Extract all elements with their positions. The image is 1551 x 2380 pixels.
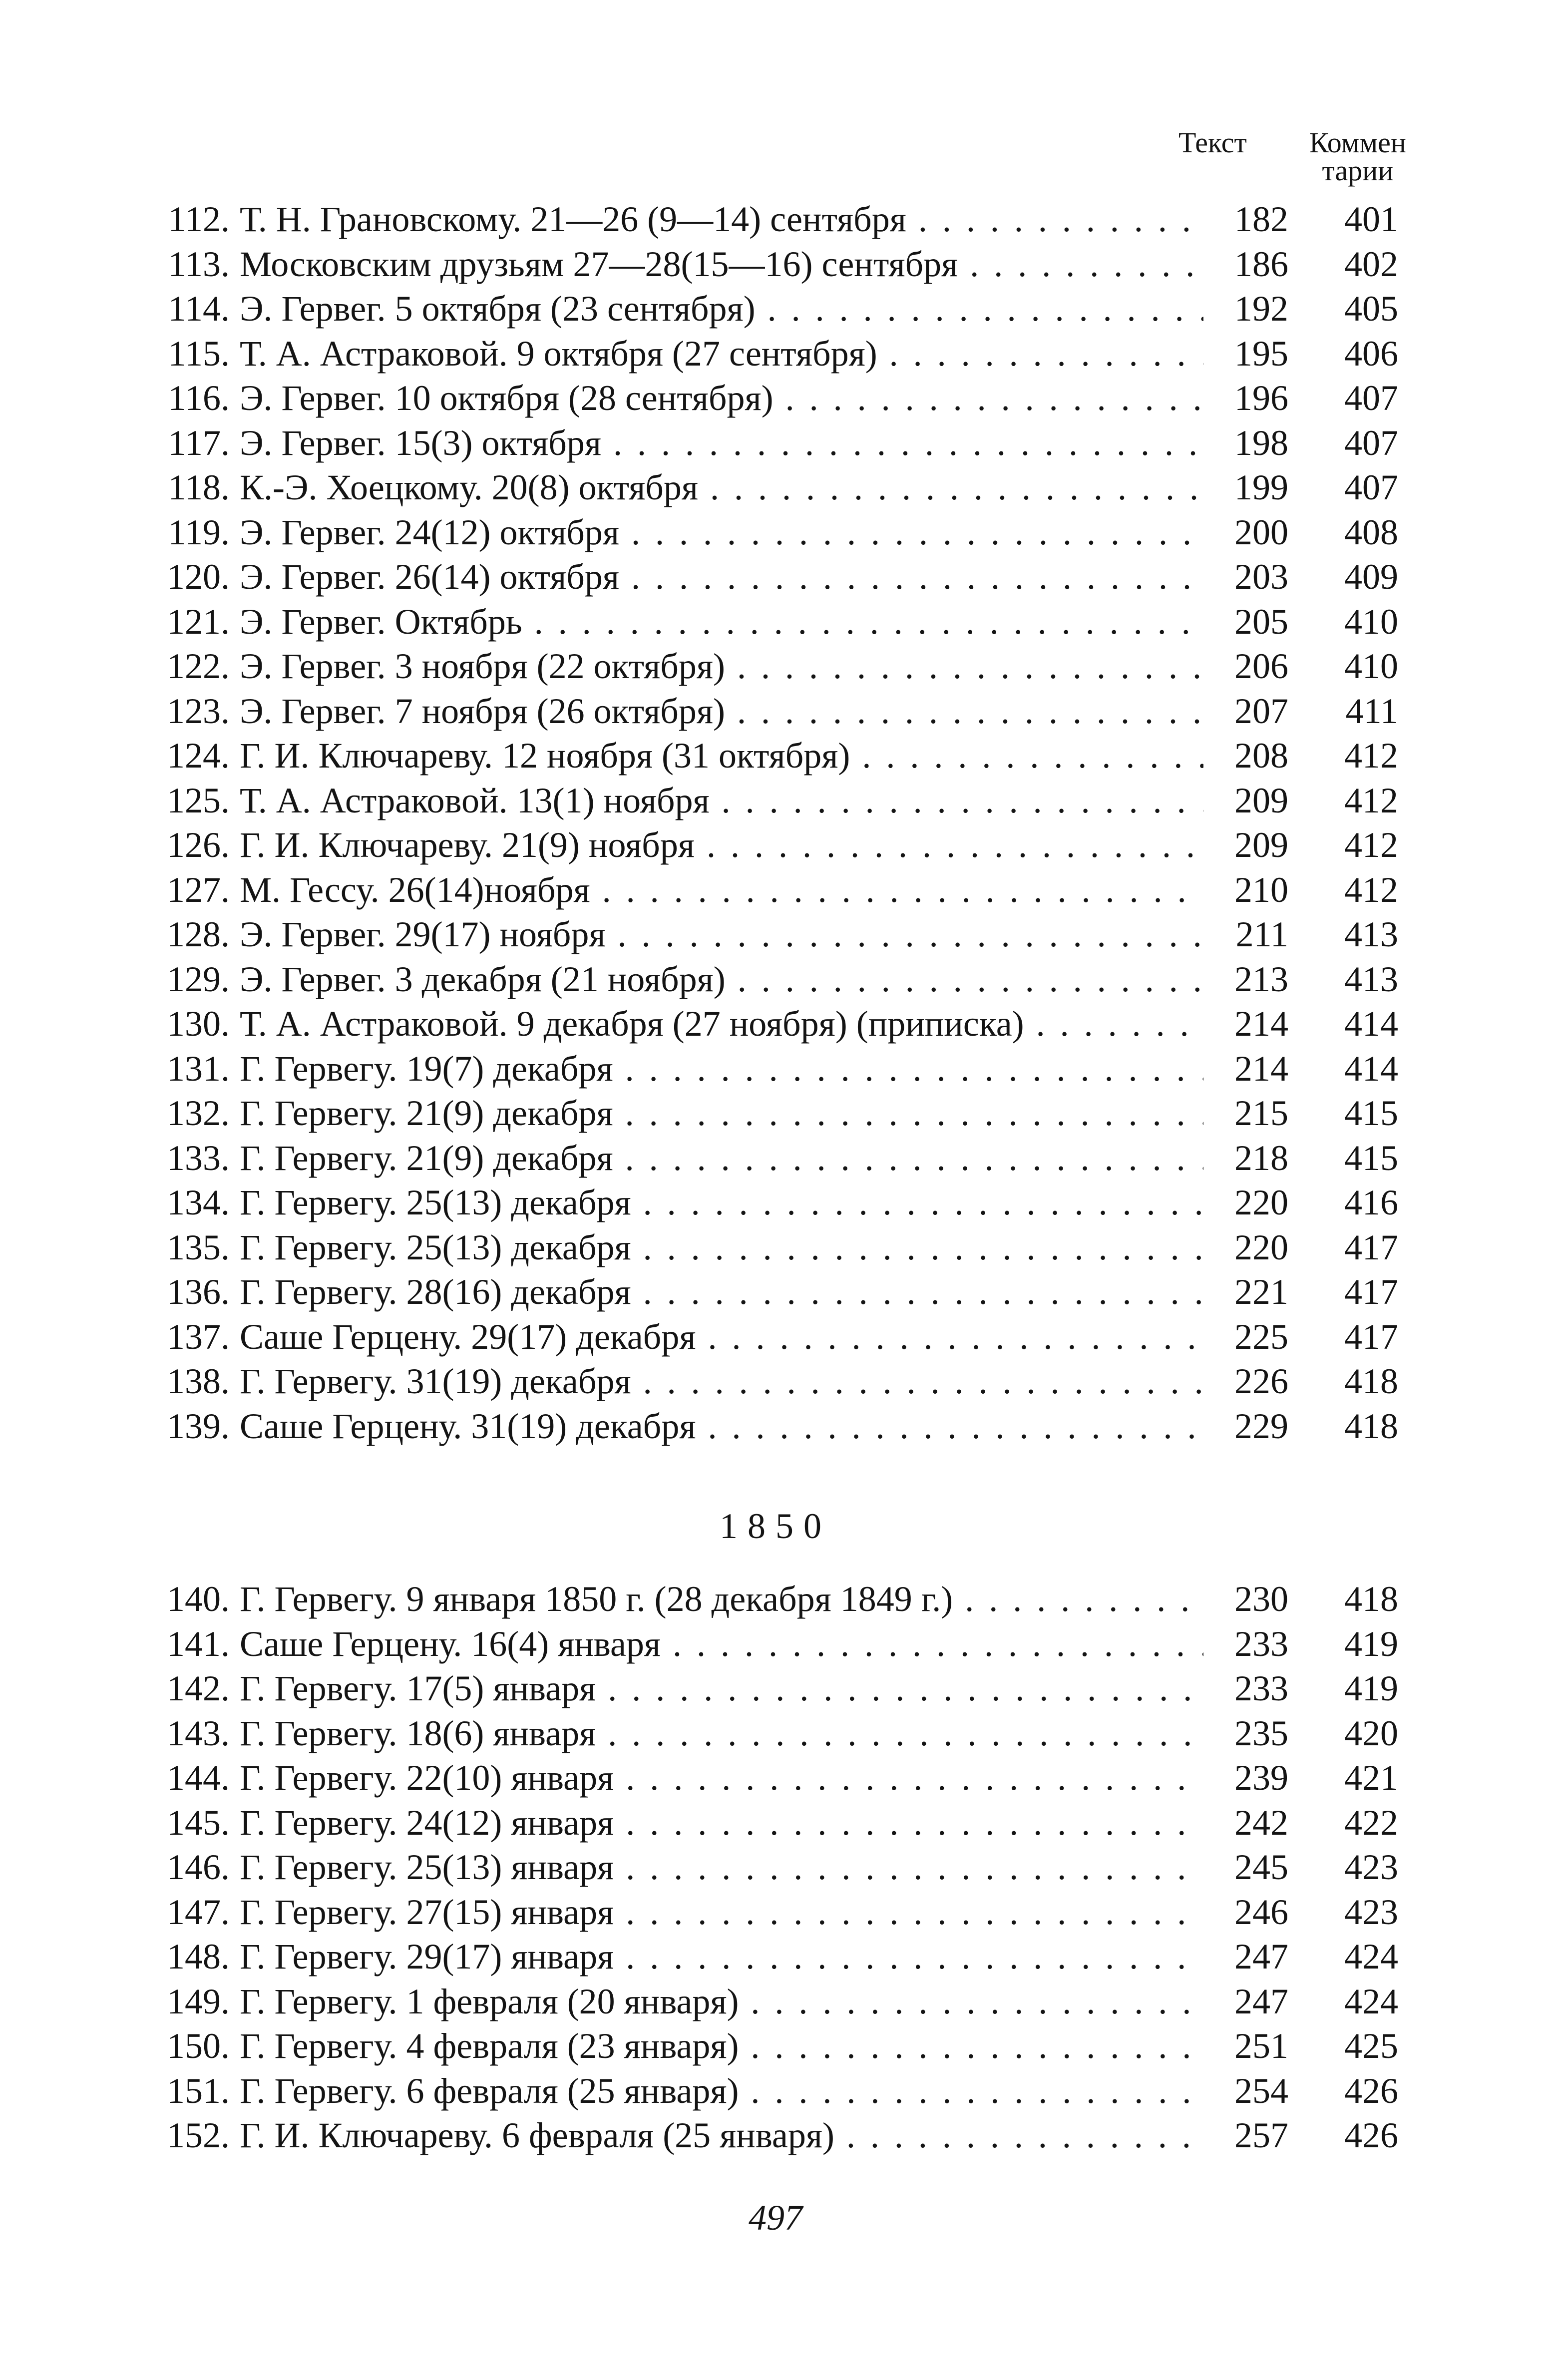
toc-row-text-page: 196 bbox=[1203, 376, 1288, 421]
toc-row-text-page: 220 bbox=[1203, 1225, 1288, 1270]
toc-row-text-page: 220 bbox=[1203, 1181, 1288, 1225]
toc-row-number: 125. bbox=[167, 780, 230, 820]
toc-row-number: 149. bbox=[167, 1981, 230, 2021]
toc-row-entry: Г. Гервегу. 28(16) декабря . . . bbox=[240, 1270, 1273, 1315]
toc-row-comment-page: 412 bbox=[1344, 869, 1398, 910]
toc-row bbox=[155, 510, 1403, 555]
toc-row-text-page: 247 bbox=[1203, 1980, 1288, 2024]
toc-row-text-page: 254 bbox=[1203, 2069, 1288, 2114]
toc-row-entry: Э. Гервег. 7 ноября (26 октября) . . . bbox=[240, 689, 1273, 734]
toc-row-number: 131. bbox=[167, 1048, 230, 1089]
toc-row-comment-page: 409 bbox=[1344, 557, 1398, 597]
toc-row bbox=[155, 912, 1403, 957]
toc-row-text-page: 239 bbox=[1203, 1756, 1288, 1801]
toc-row-comment-page: 420 bbox=[1344, 1713, 1398, 1753]
toc-row bbox=[155, 1091, 1403, 1136]
toc-row-number: 147. bbox=[167, 1892, 230, 1932]
column-header-comments bbox=[1309, 126, 1406, 187]
toc-row-comment-page: 410 bbox=[1344, 601, 1398, 642]
toc-row-entry: Э. Гервег. 24(12) октября . . . bbox=[240, 510, 1273, 555]
toc-row bbox=[155, 644, 1403, 689]
toc-row-comment-page: 417 bbox=[1344, 1316, 1398, 1357]
toc-row-text-page: 214 bbox=[1203, 1002, 1288, 1047]
column-header-comments-line1: Коммен bbox=[1309, 126, 1406, 159]
toc-row-number: 128. bbox=[167, 914, 230, 954]
toc-row bbox=[155, 1577, 1403, 1622]
toc-row-text-page: 247 bbox=[1203, 1935, 1288, 1980]
toc-row-text-page: 198 bbox=[1203, 421, 1288, 466]
toc-row-entry: Э. Гервег. Октябрь . . . bbox=[240, 600, 1273, 645]
toc-row-comment-page: 406 bbox=[1344, 333, 1398, 374]
toc-row-comment-page: 415 bbox=[1344, 1138, 1398, 1178]
toc-row-entry: Саше Герцену. 16(4) января . . . bbox=[240, 1622, 1273, 1667]
toc-row-entry: Саше Герцену. 29(17) декабря . . . bbox=[240, 1315, 1273, 1360]
toc-row-entry: К.-Э. Хоецкому. 20(8) октября . . . bbox=[240, 465, 1273, 510]
toc-row-comment-page: 426 bbox=[1344, 2070, 1398, 2111]
toc-row-number: 118. bbox=[168, 467, 230, 507]
toc-row-comment-page: 426 bbox=[1344, 2115, 1398, 2155]
toc-row-comment-page: 411 bbox=[1345, 691, 1398, 731]
toc-row-entry: Г. Гервегу. 24(12) января . . . bbox=[240, 1801, 1273, 1846]
toc-row-comment-page: 423 bbox=[1344, 1892, 1398, 1932]
toc-row-comment-page: 412 bbox=[1344, 825, 1398, 865]
toc-row-number: 117. bbox=[168, 422, 230, 463]
toc-row-number: 148. bbox=[167, 1937, 230, 1977]
toc-row bbox=[155, 600, 1403, 645]
toc-row bbox=[155, 197, 1403, 242]
toc-row-text-page: 233 bbox=[1203, 1622, 1288, 1667]
toc-row-text-page: 209 bbox=[1203, 779, 1288, 823]
toc-row bbox=[155, 1270, 1403, 1315]
column-header-comments-line2: тарии bbox=[1322, 154, 1394, 187]
toc-row-text-page: 251 bbox=[1203, 2024, 1288, 2069]
toc-row-number: 140. bbox=[167, 1579, 230, 1619]
toc-row bbox=[155, 1136, 1403, 1181]
toc-row-entry: Саше Герцену. 31(19) декабря . . . bbox=[240, 1404, 1273, 1449]
toc-row-entry: Г. И. Ключареву. 6 февраля (25 января) . . . bbox=[240, 2113, 1273, 2158]
toc-row bbox=[155, 2024, 1403, 2069]
toc-row-number: 151. bbox=[167, 2070, 230, 2111]
toc-row-entry: Т. Н. Грановскому. 21—26 (9—14) сентября . . . bbox=[240, 197, 1273, 242]
toc-row-comment-page: 419 bbox=[1344, 1668, 1398, 1708]
toc-row bbox=[155, 2113, 1403, 2158]
toc-row-comment-page: 408 bbox=[1344, 512, 1398, 552]
toc-row-comment-page: 425 bbox=[1344, 2026, 1398, 2066]
toc-row-comment-page: 418 bbox=[1344, 1579, 1398, 1619]
toc-row-entry: Г. Гервегу. 6 февраля (25 января) . . . bbox=[240, 2069, 1273, 2114]
toc-row bbox=[155, 689, 1403, 734]
toc-row-entry: Т. А. Астраковой. 9 декабря (27 ноября) (приписка) . . . bbox=[240, 1002, 1273, 1047]
toc-row-number: 124. bbox=[167, 736, 230, 776]
toc-row-number: 137. bbox=[167, 1316, 230, 1357]
toc-row-number: 138. bbox=[167, 1361, 230, 1401]
toc-row-entry: Э. Гервег. 10 октября (28 сентября) . . . bbox=[240, 376, 1273, 421]
toc-row bbox=[155, 1980, 1403, 2024]
toc-row-comment-page: 417 bbox=[1344, 1272, 1398, 1312]
toc-row-text-page: 218 bbox=[1203, 1136, 1288, 1181]
toc-row-entry: Г. И. Ключареву. 21(9) ноября . . . bbox=[240, 823, 1273, 868]
toc-row-comment-page: 414 bbox=[1344, 1048, 1398, 1089]
toc-row bbox=[155, 465, 1403, 510]
toc-row-number: 127. bbox=[167, 869, 230, 910]
toc-row-entry: Э. Гервег. 15(3) октября . . . bbox=[240, 421, 1273, 466]
toc-row bbox=[155, 1404, 1403, 1449]
toc-row-number: 120. bbox=[167, 557, 230, 597]
toc-row-comment-page: 410 bbox=[1344, 646, 1398, 686]
toc-row-number: 126. bbox=[167, 825, 230, 865]
toc-row-text-page: 182 bbox=[1203, 197, 1288, 242]
toc-row-text-page: 203 bbox=[1203, 555, 1288, 600]
toc-row-comment-page: 424 bbox=[1344, 1937, 1398, 1977]
toc-row-entry: Г. Гервегу. 27(15) января . . . bbox=[240, 1890, 1273, 1935]
toc-row-entry: Г. И. Ключареву. 12 ноября (31 октября) . . . bbox=[240, 734, 1273, 779]
toc-row-comment-page: 405 bbox=[1344, 289, 1398, 329]
toc-row bbox=[155, 1359, 1403, 1404]
toc-row-comment-page: 418 bbox=[1344, 1361, 1398, 1401]
toc-row-number: 112. bbox=[168, 199, 230, 239]
toc-row-number: 121. bbox=[167, 601, 230, 642]
toc-row-entry: Э. Гервег. 26(14) октября . . . bbox=[240, 555, 1273, 600]
toc-row-number: 114. bbox=[168, 289, 230, 329]
toc-row-number: 135. bbox=[167, 1227, 230, 1267]
toc-row-entry: Э. Гервег. 3 декабря (21 ноября) . . . bbox=[240, 957, 1273, 1002]
toc-row-text-page: 208 bbox=[1203, 734, 1288, 779]
toc-row-text-page: 215 bbox=[1203, 1091, 1288, 1136]
toc-row bbox=[155, 1756, 1403, 1801]
toc-row-text-page: 246 bbox=[1203, 1890, 1288, 1935]
toc-row bbox=[155, 1002, 1403, 1047]
toc-row-text-page: 245 bbox=[1203, 1845, 1288, 1890]
toc-row-comment-page: 414 bbox=[1344, 1004, 1398, 1044]
toc-row-text-page: 213 bbox=[1203, 957, 1288, 1002]
toc-row-comment-page: 416 bbox=[1344, 1183, 1398, 1222]
toc-row-text-page: 225 bbox=[1203, 1315, 1288, 1360]
toc-row-number: 119. bbox=[168, 512, 230, 552]
toc-row-comment-page: 407 bbox=[1344, 378, 1398, 418]
toc-row-text-page: 195 bbox=[1203, 332, 1288, 377]
toc-row-number: 130. bbox=[167, 1004, 230, 1044]
toc-row-text-page: 199 bbox=[1203, 465, 1288, 510]
toc-row-text-page: 230 bbox=[1203, 1577, 1288, 1622]
toc-row-number: 145. bbox=[167, 1802, 230, 1843]
toc-row-number: 142. bbox=[167, 1668, 230, 1708]
toc-row bbox=[155, 1890, 1403, 1935]
toc-row-comment-page: 421 bbox=[1344, 1758, 1398, 1798]
toc-row bbox=[155, 1935, 1403, 1980]
toc-row bbox=[155, 957, 1403, 1002]
toc-row-text-page: 235 bbox=[1203, 1711, 1288, 1756]
toc-row-number: 132. bbox=[167, 1093, 230, 1133]
toc-row-entry: Г. Гервегу. 25(13) декабря . . . bbox=[240, 1225, 1273, 1270]
toc-row-entry: Г. Гервегу. 1 февраля (20 января) . . . bbox=[240, 1980, 1273, 2024]
toc-row-text-page: 209 bbox=[1203, 823, 1288, 868]
toc-row-text-page: 211 bbox=[1203, 912, 1288, 957]
toc-row-comment-page: 413 bbox=[1344, 959, 1398, 999]
toc-row-entry: Г. Гервегу. 17(5) января . . . bbox=[240, 1666, 1273, 1711]
toc-row-comment-page: 417 bbox=[1344, 1227, 1398, 1267]
toc-row-number: 133. bbox=[167, 1138, 230, 1178]
toc-row bbox=[155, 1181, 1403, 1225]
toc-row-text-page: 206 bbox=[1203, 644, 1288, 689]
toc-row-text-page: 226 bbox=[1203, 1359, 1288, 1404]
toc-section-1850 bbox=[155, 1577, 1403, 2158]
toc-row-entry: Московским друзьям 27—28(15—16) сентября . . . bbox=[240, 242, 1273, 287]
toc-row-entry: Т. А. Астраковой. 13(1) ноября . . . bbox=[240, 779, 1273, 823]
toc-row-comment-page: 412 bbox=[1344, 780, 1398, 820]
toc-row bbox=[155, 868, 1403, 913]
toc-row-entry: Г. Гервегу. 19(7) декабря . . . bbox=[240, 1047, 1273, 1092]
toc-row-text-page: 205 bbox=[1203, 600, 1288, 645]
toc-row bbox=[155, 1225, 1403, 1270]
toc-row-number: 144. bbox=[167, 1758, 230, 1798]
toc-row bbox=[155, 287, 1403, 332]
page-number: 497 bbox=[749, 2198, 802, 2238]
toc-row-number: 115. bbox=[168, 333, 230, 374]
toc-row bbox=[155, 376, 1403, 421]
toc-row-entry: Г. Гервегу. 25(13) января . . . bbox=[240, 1845, 1273, 1890]
toc-row-comment-page: 423 bbox=[1344, 1847, 1398, 1887]
toc-row bbox=[155, 2069, 1403, 2114]
toc-row-comment-page: 401 bbox=[1344, 199, 1398, 239]
toc-row-text-page: 233 bbox=[1203, 1666, 1288, 1711]
toc-row-text-page: 242 bbox=[1203, 1801, 1288, 1846]
column-header-text: Текст bbox=[1178, 126, 1247, 159]
toc-row-number: 134. bbox=[167, 1183, 230, 1222]
toc-row-text-page: 229 bbox=[1203, 1404, 1288, 1449]
toc-row bbox=[155, 1845, 1403, 1890]
toc-row bbox=[155, 1047, 1403, 1092]
toc-row bbox=[155, 823, 1403, 868]
toc-row-number: 146. bbox=[167, 1847, 230, 1887]
toc-row bbox=[155, 555, 1403, 600]
toc-row-entry: Г. Гервегу. 4 февраля (23 января) . . . bbox=[240, 2024, 1273, 2069]
toc-row bbox=[155, 421, 1403, 466]
toc-row-entry: Г. Гервегу. 22(10) января . . . bbox=[240, 1756, 1273, 1801]
column-headers bbox=[1144, 126, 1406, 194]
toc-row-comment-page: 407 bbox=[1344, 422, 1398, 463]
toc-row-number: 141. bbox=[167, 1623, 230, 1664]
toc-row-entry: Г. Гервегу. 21(9) декабря . . . bbox=[240, 1136, 1273, 1181]
toc-row-text-page: 214 bbox=[1203, 1047, 1288, 1092]
toc-row-text-page: 200 bbox=[1203, 510, 1288, 555]
toc-row-number: 143. bbox=[167, 1713, 230, 1753]
toc-row-entry: Т. А. Астраковой. 9 октября (27 сентября) . . . bbox=[240, 332, 1273, 377]
toc-row-comment-page: 413 bbox=[1344, 914, 1398, 954]
toc-row-number: 122. bbox=[167, 646, 230, 686]
toc-row-number: 152. bbox=[167, 2115, 230, 2155]
toc-row-entry: Э. Гервег. 3 ноября (22 октября) . . . bbox=[240, 644, 1273, 689]
toc-row bbox=[155, 1666, 1403, 1711]
toc-row-text-page: 257 bbox=[1203, 2113, 1288, 2158]
toc-row-text-page: 192 bbox=[1203, 287, 1288, 332]
toc-row-entry: Г. Гервегу. 31(19) декабря . . . bbox=[240, 1359, 1273, 1404]
toc-row-number: 116. bbox=[168, 378, 230, 418]
toc-row-comment-page: 412 bbox=[1344, 736, 1398, 776]
toc-row-entry: М. Гессу. 26(14)ноября . . . bbox=[240, 868, 1273, 913]
toc-row-comment-page: 419 bbox=[1344, 1623, 1398, 1664]
toc-row-number: 139. bbox=[167, 1406, 230, 1446]
toc-row-entry: Э. Гервег. 29(17) ноября . . . bbox=[240, 912, 1273, 957]
toc-row-number: 123. bbox=[167, 691, 230, 731]
toc-row-text-page: 210 bbox=[1203, 868, 1288, 913]
toc-row-text-page: 207 bbox=[1203, 689, 1288, 734]
toc-row-text-page: 221 bbox=[1203, 1270, 1288, 1315]
year-heading: 1850 bbox=[720, 1506, 831, 1546]
toc-row-entry: Г. Гервегу. 25(13) декабря . . . bbox=[240, 1181, 1273, 1225]
toc-row bbox=[155, 1622, 1403, 1667]
toc-row-number: 129. bbox=[167, 959, 230, 999]
toc-row bbox=[155, 734, 1403, 779]
toc-row-number: 150. bbox=[167, 2026, 230, 2066]
toc-row-comment-page: 418 bbox=[1344, 1406, 1398, 1446]
toc-row bbox=[155, 242, 1403, 287]
toc-row-comment-page: 402 bbox=[1344, 244, 1398, 284]
toc-row-comment-page: 422 bbox=[1344, 1802, 1398, 1843]
toc-row-number: 136. bbox=[167, 1272, 230, 1312]
toc-row-entry: Г. Гервегу. 18(6) января . . . bbox=[240, 1711, 1273, 1756]
toc-row-entry: Э. Гервег. 5 октября (23 сентября) . . . bbox=[240, 287, 1273, 332]
toc-row-comment-page: 424 bbox=[1344, 1981, 1398, 2021]
toc-row-entry: Г. Гервегу. 29(17) января . . . bbox=[240, 1935, 1273, 1980]
toc-row bbox=[155, 1801, 1403, 1846]
toc-row bbox=[155, 779, 1403, 823]
toc-row-comment-page: 407 bbox=[1344, 467, 1398, 507]
toc-row-entry: Г. Гервегу. 9 января 1850 г. (28 декабря 1849 г.) . . . bbox=[240, 1577, 1273, 1622]
toc-section-1849 bbox=[155, 197, 1403, 1449]
toc-row-comment-page: 415 bbox=[1344, 1093, 1398, 1133]
toc-row bbox=[155, 332, 1403, 377]
toc-row bbox=[155, 1315, 1403, 1360]
toc-row-number: 113. bbox=[168, 244, 230, 284]
toc-row-entry: Г. Гервегу. 21(9) декабря . . . bbox=[240, 1091, 1273, 1136]
toc-row-text-page: 186 bbox=[1203, 242, 1288, 287]
toc-row bbox=[155, 1711, 1403, 1756]
